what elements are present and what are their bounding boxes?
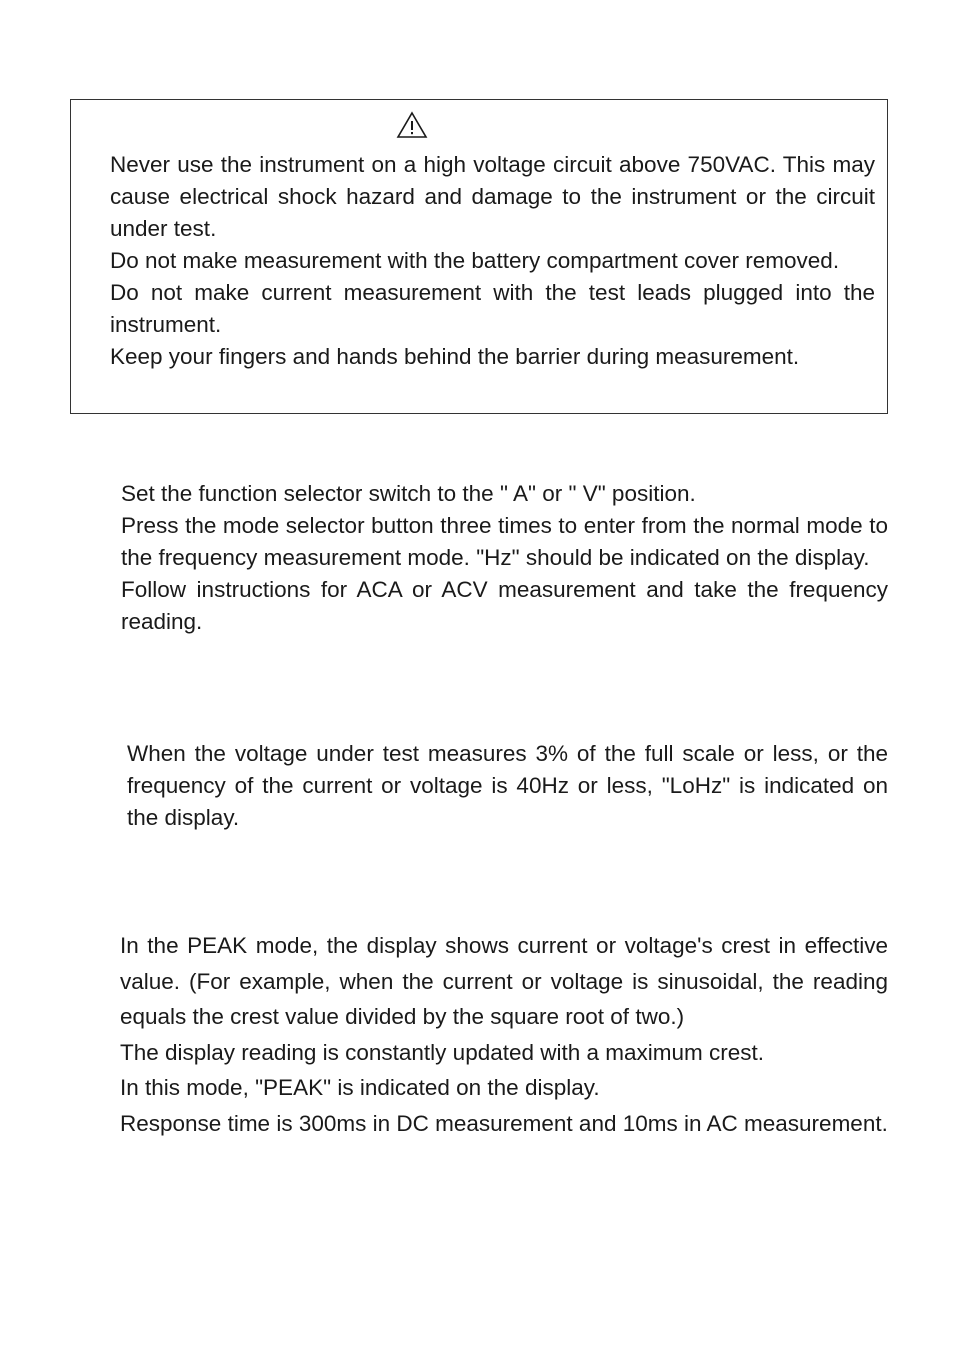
warning-text — [110, 149, 875, 373]
peak-paragraph-2: The display reading is constantly updated with a maximum crest. — [120, 1039, 765, 1065]
warning-paragraph-4: Keep your fingers and hands behind the barrier during measurement. — [110, 344, 800, 369]
warning-paragraph-3: Do not make current measurement with the test leads plugged into the instrument. — [110, 280, 875, 337]
warning-paragraph-1: Never use the instrument on a high voltage circuit above 750VAC. This may cause electrical shock hazard and damage to the instrument or the circuit under test. — [110, 152, 875, 241]
frequency-step-2: Press the mode selector button three times to enter from the normal mode to the frequency measurement mode. "Hz" should be indicated on the display. — [121, 513, 888, 570]
frequency-step-3: Follow instructions for ACA or ACV measurement and take the frequency reading. — [121, 577, 888, 634]
peak-paragraph-3: In this mode, "PEAK" is indicated on the display. — [120, 1075, 600, 1100]
frequency-section — [121, 478, 888, 638]
warning-paragraph-2: Do not make measurement with the battery compartment cover removed. — [110, 248, 840, 273]
peak-paragraph-1: In the PEAK mode, the display shows current or voltage's crest in effective value. (For example, when the current or voltage is sinusoidal, the reading equals the crest value divided by the square root of two.) — [120, 933, 888, 1029]
lohz-note — [127, 738, 888, 834]
peak-paragraph-4: Response time is 300ms in DC measurement and 10ms in AC measurement. — [120, 1110, 888, 1136]
peak-section — [120, 928, 888, 1141]
warning-triangle-icon — [396, 111, 428, 139]
lohz-note-text: When the voltage under test measures 3% of the full scale or less, or the frequency of the current or voltage is 40Hz or less, "LoHz" is indicated on the display. — [127, 741, 888, 830]
frequency-step-1: Set the function selector switch to the " A" or " V" position. — [121, 481, 696, 506]
